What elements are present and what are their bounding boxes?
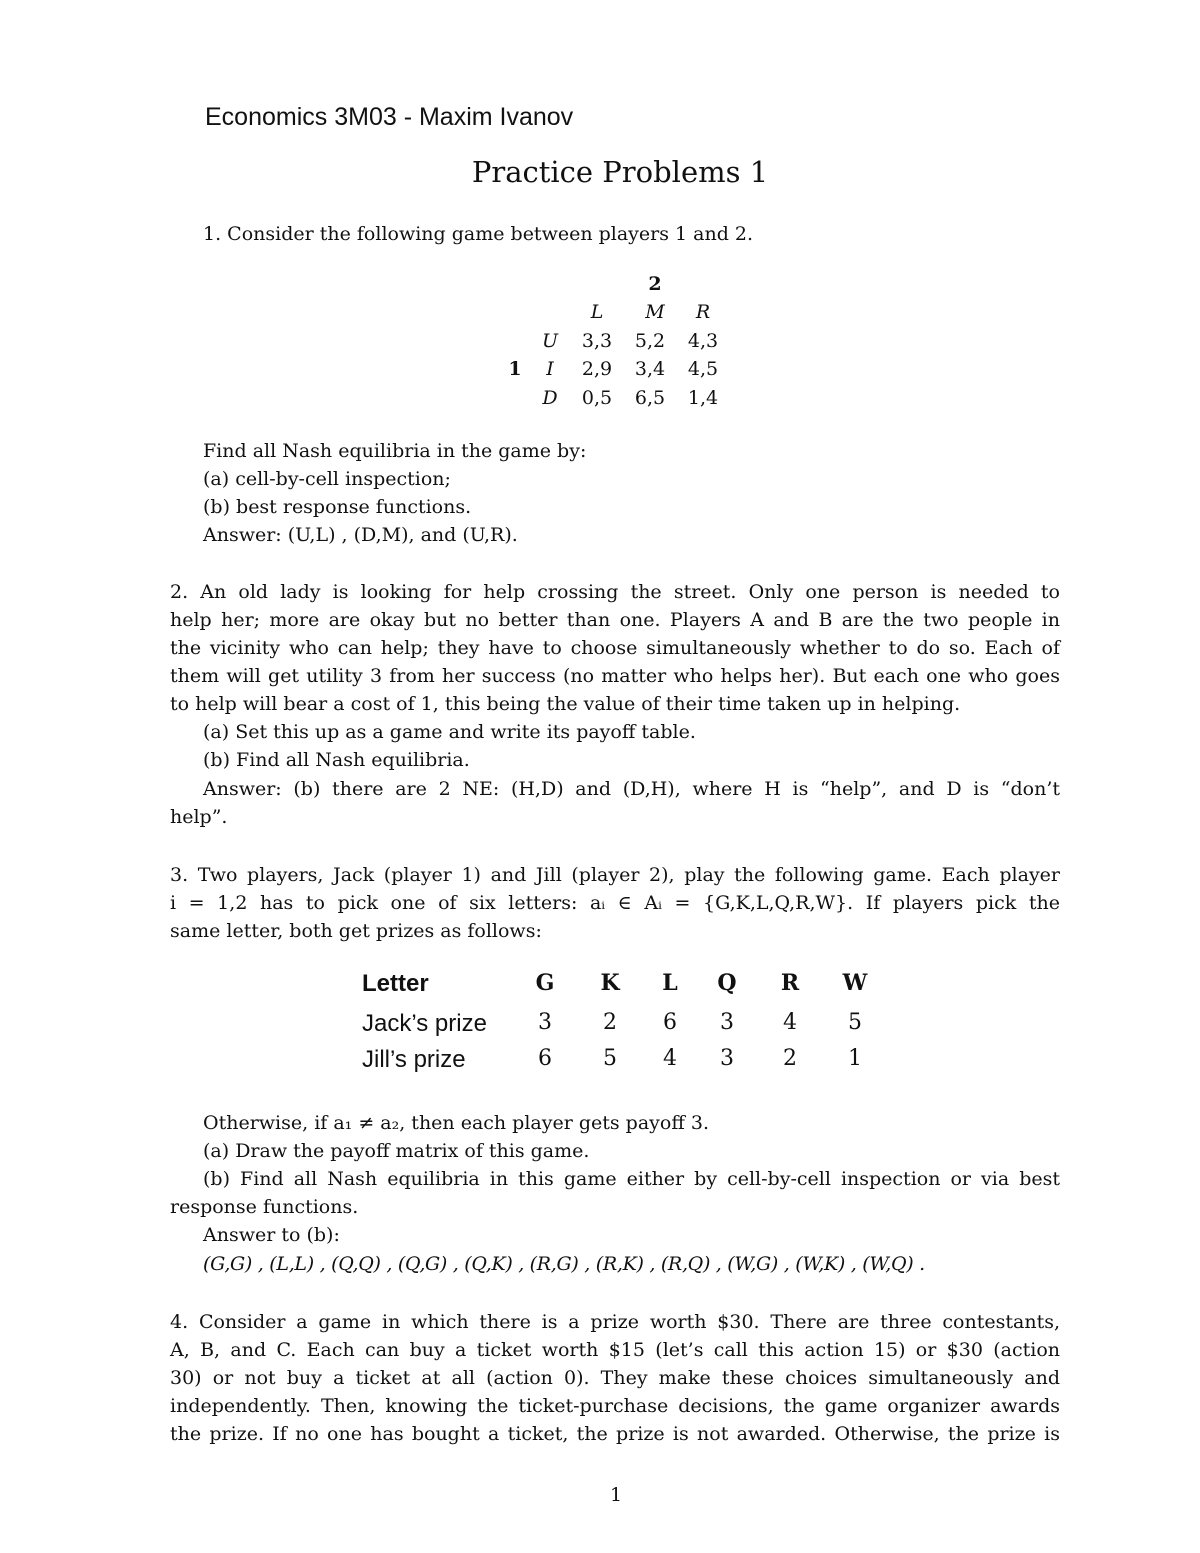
- row-label-I: I: [546, 358, 554, 380]
- payoff-cell: 1,4: [687, 387, 719, 409]
- prize-table-letter: G: [535, 970, 555, 996]
- prize-table-letter: W: [842, 970, 868, 996]
- payoff-cell: 2,9: [581, 358, 613, 380]
- prize-table-cell: 3: [720, 1046, 734, 1071]
- prize-table-letter: L: [662, 970, 678, 996]
- course-header: Economics 3M03 - Maxim Ivanov: [205, 103, 574, 131]
- problem-2-answer: Answer: (b) there are 2 NE: (H,D) and (D,H), where H is “help”, and D is “don’t: [203, 778, 1060, 800]
- prize-table-letter: Q: [717, 970, 737, 996]
- prize-table-cell: 3: [538, 1010, 552, 1035]
- problem-4-line: the prize. If no one has bought a ticket, the prize is not awarded. Otherwise, the prize is: [170, 1423, 1060, 1445]
- prize-table-letter: R: [780, 970, 800, 996]
- prize-table-header-label: Letter: [362, 970, 429, 997]
- problem-2-line: the vicinity who can help; they have to choose simultaneously whether to do so. Each of: [170, 637, 1060, 659]
- prize-table-cell: 1: [848, 1046, 862, 1071]
- problem-3-answer: (G,G) , (L,L) , (Q,Q) , (Q,G) , (Q,K) , (R,G) , (R,K) , (R,Q) , (W,G) , (W,K) , (W,Q) .: [203, 1253, 925, 1275]
- problem-2-line: 2. An old lady is looking for help crossing the street. Only one person is needed to: [170, 581, 1060, 603]
- prize-table-cell: 6: [538, 1046, 552, 1071]
- col-label-M: M: [645, 301, 665, 323]
- payoff-cell: 3,4: [634, 358, 666, 380]
- row-label-U: U: [541, 330, 558, 352]
- prize-table-cell: 2: [603, 1010, 617, 1035]
- payoff-cell: 0,5: [581, 387, 613, 409]
- problem-2-line: help her; more are okay but no better than one. Players A and B are the two people in: [170, 609, 1060, 631]
- problem-4-line: 4. Consider a game in which there is a prize worth $30. There are three contestants,: [170, 1311, 1060, 1333]
- problem-1-part-b: (b) best response functions.: [203, 496, 472, 518]
- problem-3-part-b-cont: response functions.: [170, 1196, 359, 1218]
- prize-table-row-label: Jill’s prize: [362, 1046, 466, 1073]
- problem-3-line: same letter, both get prizes as follows:: [170, 920, 542, 942]
- problem-2-line: to help will bear a cost of 1, this being the value of their time taken up in helping.: [170, 693, 961, 715]
- problem-2-part-a: (a) Set this up as a game and write its payoff table.: [203, 721, 696, 743]
- prize-table-cell: 5: [603, 1046, 617, 1071]
- prize-table-cell: 2: [783, 1046, 797, 1071]
- payoff-cell: 4,5: [687, 358, 719, 380]
- problem-1-answer: Answer: (U,L) , (D,M), and (U,R).: [203, 524, 518, 546]
- prize-table-cell: 3: [720, 1010, 734, 1035]
- problem-3-part-a: (a) Draw the payoff matrix of this game.: [203, 1140, 590, 1162]
- payoff-cell: 4,3: [687, 330, 719, 352]
- problem-3-answer-label: Answer to (b):: [203, 1224, 340, 1246]
- problem-3-part-b: (b) Find all Nash equilibria in this game either by cell-by-cell inspection or via best: [203, 1168, 1060, 1190]
- problem-2-answer-cont: help”.: [170, 806, 228, 828]
- problem-2-line: them will get utility 3 from her success (no matter who helps her). But each one who goes: [170, 665, 1060, 687]
- problem-1-part-a: (a) cell-by-cell inspection;: [203, 468, 451, 490]
- problem-1-find: Find all Nash equilibria in the game by:: [203, 440, 587, 462]
- problem-3-line: i = 1,2 has to pick one of six letters: aᵢ ∈ Aᵢ = {G,K,L,Q,R,W}. If players pick the: [170, 892, 1060, 914]
- problem-4-line: 30) or not buy a ticket at all (action 0). They make these choices simultaneously and: [170, 1367, 1060, 1389]
- payoff-cell: 5,2: [634, 330, 666, 352]
- problem-4-line: independently. Then, knowing the ticket-purchase decisions, the game organizer awards: [170, 1395, 1060, 1417]
- row-player-label: 1: [508, 358, 522, 380]
- payoff-cell: 6,5: [634, 387, 666, 409]
- problem-3-otherwise: Otherwise, if a₁ ≠ a₂, then each player gets payoff 3.: [203, 1112, 710, 1134]
- prize-table-row-label: Jack’s prize: [362, 1010, 487, 1037]
- prize-table-cell: 5: [848, 1010, 862, 1035]
- row-label-D: D: [542, 387, 558, 409]
- col-label-L: L: [590, 301, 604, 323]
- col-label-R: R: [695, 301, 711, 323]
- prize-table-letter: K: [600, 970, 620, 996]
- prize-table-cell: 4: [663, 1046, 677, 1071]
- payoff-cell: 3,3: [581, 330, 613, 352]
- page-number: 1: [609, 1484, 623, 1506]
- prize-table-cell: 6: [663, 1010, 677, 1035]
- problem-4-line: A, B, and C. Each can buy a ticket worth $15 (let’s call this action 15) or $30 (action: [170, 1339, 1060, 1361]
- column-player-label: 2: [648, 273, 662, 295]
- page-title: Practice Problems 1: [471, 155, 769, 189]
- problem-2-part-b: (b) Find all Nash equilibria.: [203, 749, 470, 771]
- prize-table-cell: 4: [783, 1010, 797, 1035]
- problem-1-intro: 1. Consider the following game between players 1 and 2.: [203, 223, 754, 245]
- problem-3-line: 3. Two players, Jack (player 1) and Jill (player 2), play the following game. Each player: [170, 864, 1060, 886]
